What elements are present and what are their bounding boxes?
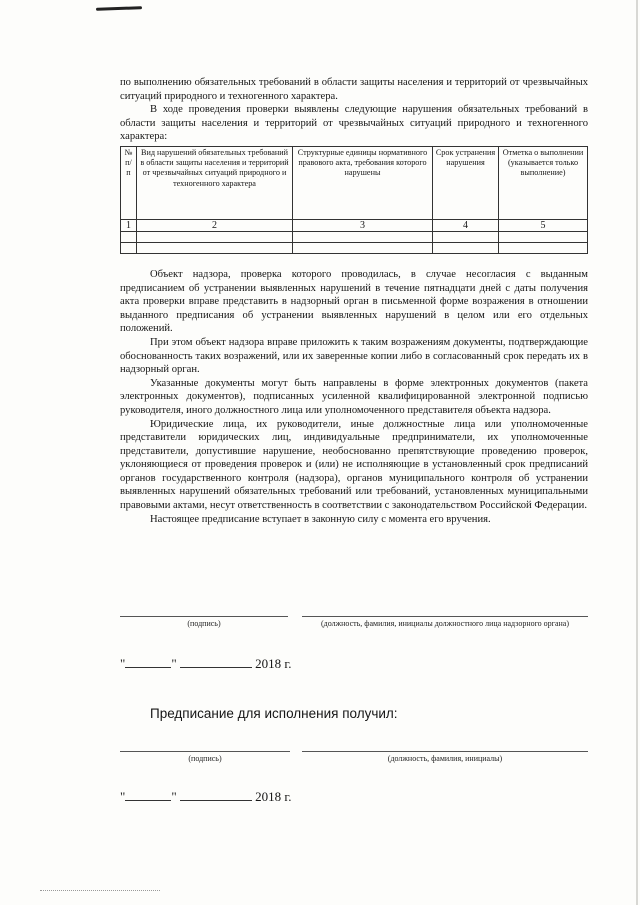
position-label: (должность, фамилия, инициалы должностного лица надзорного органа)	[320, 619, 570, 628]
date-open-quote: "	[120, 789, 126, 804]
date-year: 2018 г.	[255, 789, 292, 804]
date-field	[120, 789, 292, 804]
paragraph-objection: Объект надзора, проверка которого проводилась, в случае несогласия с выданным предписанием об устранении выявленных нарушений в течение пятнадцати дней с даты получения акта проверки вправе представить в надзорный орган в письменной форме возражения в отношении выданного предписания об устранении выявленных нарушений в целом или его отдельных положений.	[120, 268, 588, 335]
table-header-cell: Вид нарушений обязательных требований в области защиты населения и территорий от чрезвычайных ситуаций природного и техногенного характера	[137, 146, 293, 219]
page-edge-shadow	[636, 0, 638, 905]
scan-artifact-mark	[96, 6, 142, 11]
signature-line	[120, 616, 288, 617]
paragraph-effective: Настоящее предписание вступает в законную силу с момента его вручения.	[150, 513, 491, 525]
signature-label: (подпись)	[187, 619, 221, 628]
date-open-quote: "	[120, 656, 126, 671]
date-close-quote: "	[171, 656, 177, 671]
date-field	[120, 656, 292, 671]
paragraph-violations-intro: В ходе проведения проверки выявлены следующие нарушения обязательных требований в области защиты населения и территорий от чрезвычайных ситуаций природного и техногенного характера:	[120, 104, 588, 143]
paragraph-liability: Юридические лица, их руководители, иные должностные лица или уполномоченные представители юридических лиц, индивидуальные предприниматели, их уполномоченные представители, допустившие нарушение, необоснованно препятствующие проведению проверок, уклоняющиеся от проведения проверок и (или) не исполняющие в установленный срок предписаний органов государственного контроля (надзора), органов муниципального контроля об устранении выявленных нарушений обязательных требований или требований, установленных муниципальными правовыми актами, несут ответственность в соответствии с законодательством Российской Федерации.	[120, 418, 588, 512]
column-number: 2	[137, 219, 293, 231]
date-close-quote: "	[171, 789, 177, 804]
violations-table	[120, 146, 588, 254]
document-body	[120, 76, 588, 526]
table-number-row	[121, 219, 588, 231]
column-number: 4	[433, 219, 499, 231]
column-number: 5	[499, 219, 588, 231]
paragraph-electronic-documents: Указанные документы могут быть направлены в форме электронных документов (пакета электронных документов), подписанных усиленной квалифицированной электронной подписью руководителя, иного должностного лица или уполномоченного представителя объекта надзора.	[120, 377, 588, 416]
received-heading: Предписание для исполнения получил:	[150, 706, 398, 721]
signature-label: (подпись)	[188, 754, 222, 763]
position-line	[302, 616, 588, 617]
table-header-cell: Срок устранения нарушения	[433, 146, 499, 219]
table-row	[121, 242, 588, 253]
table-row	[121, 231, 588, 242]
date-year: 2018 г.	[255, 656, 292, 671]
column-number: 1	[121, 219, 137, 231]
scan-artifact-dots	[40, 890, 160, 891]
signature-line	[120, 751, 290, 752]
table-header-cell: № п/п	[121, 146, 137, 219]
position-line	[302, 751, 588, 752]
position-label: (должность, фамилия, инициалы)	[387, 754, 503, 763]
column-number: 3	[293, 219, 433, 231]
paragraph-continuation: по выполнению обязательных требований в области защиты населения и территорий от чрезвычайных ситуаций природного и техногенного характера.	[120, 77, 588, 102]
paragraph-attach-documents: При этом объект надзора вправе приложить к таким возражениям документы, подтверждающие обоснованность таких возражений, или их заверенные копии либо в согласованный срок передать их в надзорный орган.	[120, 336, 588, 376]
table-header-cell: Отметка о выполнении (указывается только выполнение)	[499, 146, 588, 219]
table-header-row	[121, 146, 588, 219]
table-header-cell: Структурные единицы нормативного правового акта, требования которого нарушены	[293, 146, 433, 219]
